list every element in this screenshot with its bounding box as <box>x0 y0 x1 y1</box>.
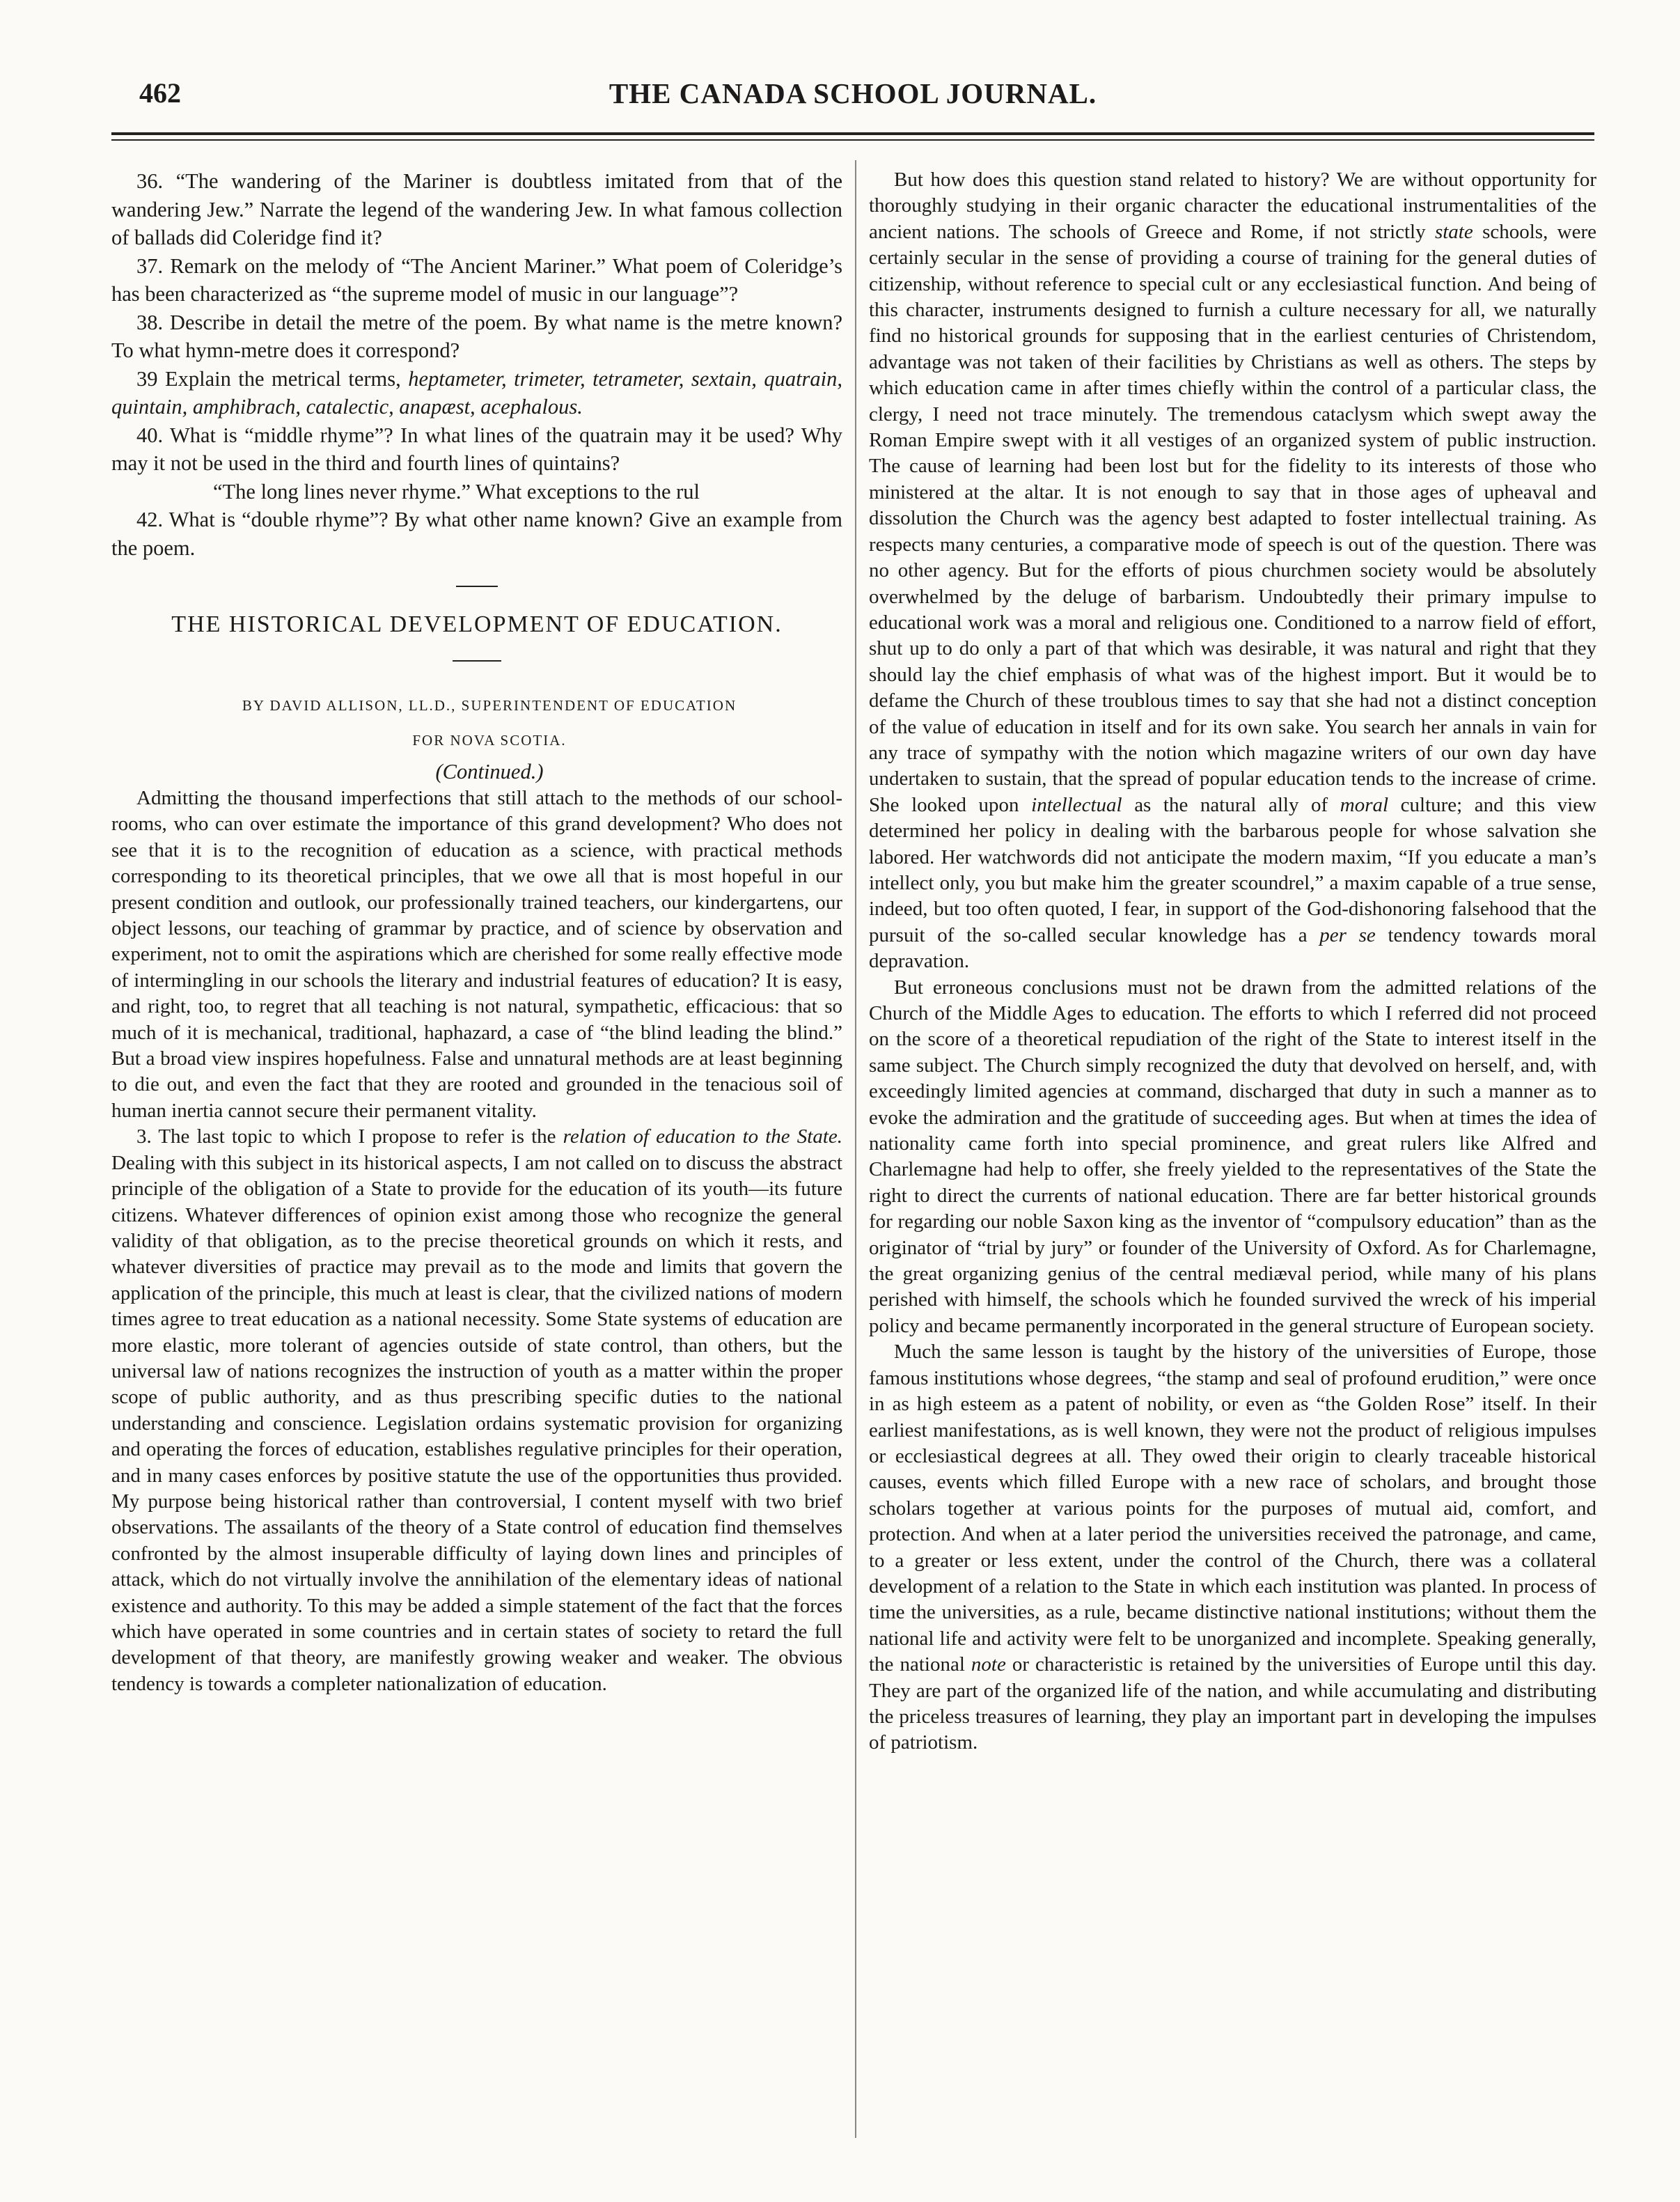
header-rule <box>111 132 1594 135</box>
continued-label: (Continued.) <box>435 759 544 783</box>
question-38: 38. Describe in detail the metre of the poem. By what name is the metre known? To what hymn-metre does it correspond? <box>111 310 843 362</box>
question-40: 40. What is “middle rhyme”? In what lines of the quatrain may it be used? Why may it not be used in the third and fourth lines of quintains? <box>111 423 842 475</box>
question-42: 42. What is “double rhyme”? By what other name known? Give an example from the poem. <box>111 508 842 560</box>
right-column <box>869 167 1596 1756</box>
title-rule <box>453 660 501 662</box>
byline-location: FOR NOVA SCOTIA. <box>412 731 567 749</box>
page-header <box>111 77 1594 118</box>
paragraph: But how does this question stand related to history? We are without opportunity for thoroughly studying in their organic character the educational instrumentalities of the ancient nations. The schools of Greece and Rome, if not strictly state schools, were certainly secular in the sense of providing a course of training for the general duties of citizenship, without reference to special cult or any ecclesiastical function. And being of this character, instruments designed to furnish a culture necessary for all, we naturally find no historical grounds for supposing that in the earliest centuries of Christendom, advantage was not taken of their facilities by Christians as well as others. The steps by which education came in after times chiefly within the control of a particular class, the clergy, I need not trace minutely. The tremendous cataclysm which swept away the Roman Empire swept with it all vestiges of an organized system of public instruction. The cause of learning had been lost but for the fidelity to its interests of those who ministered at the altar. It is not enough to say that in those ages of upheaval and dissolution the Church was the agency best adapted to foster intellectual training. As respects many centuries, a comparative mode of speech is out of the question. There was no other agency. But for the efforts of pious churchmen society would be absolutely overwhelmed by the deluge of barbarism. Undoubtedly their primary impulse to educational work was a moral and religious one. Conditioned to a narrow field of effort, shut up to do only a part of that which was desirable, it was natural and right that they should lay the chief emphasis of what was of the highest import. But it would be to defame the Church of these troublous times to say that she had not a distinct conception of the value of education in itself and for its own sake. You search her annals in vain for any trace of sympathy with the notion which magazine writers of our own day have undertaken to sustain, that the spread of popular education tends to the increase of crime. She looked upon intellectual as the natural ally of moral culture; and this view determined her policy in dealing with the barbarous people for whose salvation she labored. Her watchwords did not anticipate the modern maxim, “If you educate a man’s intellect only, you but make him the greater scoundrel,” a maxim capable of a true sense, indeed, but too often quoted, I fear, in support of the God-dishonoring falsehood that the pursuit of the so-called secular knowledge has a per se tendency towards moral depravation. <box>869 169 1597 973</box>
section-divider <box>456 586 498 587</box>
paragraph: Much the same lesson is taught by the history of the universities of Europe, those famous institutions whose degrees, “the stamp and seal of profound erudition,” were once in as high esteem as a patent of nobility, or even as “the Golden Rose” itself. In their earliest manifestations, as is well known, they were not the product of religious impulses or ecclesiastical degrees at all. They owed their origin to clearly traceable historical causes, events which filled Europe with a new race of scholars, and brought those scholars together at various points for the purposes of mutual aid, comfort, and protection. And when at a later period the universities received the patronage, and came, to a greater or less extent, under the control of the Church, there was a collateral development of a relation to the State in which each institution was planted. In process of time the universities, as a rule, became distinctive national institutions; without them the national life and activity were felt to be unorganized and incomplete. Speaking generally, the national note or characteristic is retained by the universities of Europe until this day. They are part of the organized life of the nation, and while accumulating and distributing the priceless treasures of learning, they play an important part in developing the impulses of patriotism. <box>869 1341 1596 1754</box>
page-number: 462 <box>139 77 181 109</box>
article-title: THE HISTORICAL DEVELOPMENT OF EDUCATION. <box>171 611 783 637</box>
paragraph: Admitting the thousand imperfections that still attach to the methods of our school-rooms, who can over estimate the importance of this grand development? Who does not see that it is to the recognition of education as a science, with practical methods corresponding to its theoretical principles, that we owe all that is most hopeful in our present condition and outlook, our professionally trained teachers, our kindergartens, our object lessons, our teaching of grammar by practice, and of science by observation and experiment, not to omit the aspirations which are cherished for some really effective mode of intermingling in our schools the literary and industrial features of education? It is easy, and right, too, to regret that all teaching is not natural, sympathetic, efficacious: that so much of it is mechanical, traditional, haphazard, a case of “the blind leading the blind.” But a broad view inspires hopefulness. False and unnatural methods are at least beginning to die out, and even the fact that they are rooted and grounded in the tenacious soil of human inertia cannot secure their permanent vitality. <box>111 787 842 1122</box>
left-column <box>111 167 842 1697</box>
question-37: 37. Remark on the melody of “The Ancient Mariner.” What poem of Coleridge’s has been characterized as “the supreme model of music in our language”? <box>111 253 843 306</box>
question-36: 36. “The wandering of the Mariner is doubtless imitated from that of the wandering Jew.” Narrate the legend of the wandering Jew. In what famous collection of ballads did Coleridge find it? <box>111 169 843 249</box>
header-rule-thin <box>111 139 1594 141</box>
question-39: 39 Explain the metrical terms, heptameter, trimeter, tetrameter, sextain, quatrain, quintain, amphibrach, catalectic, anapæst, acephalous. <box>111 366 843 419</box>
paragraph: But erroneous conclusions must not be drawn from the admitted relations of the Church of the Middle Ages to education. The efforts to which I referred did not proceed on the score of a theoretical repudiation of the right of the State to interest itself in the same subject. The Church simply recognized the duty that devolved on herself, and, with exceedingly limited agencies at command, discharged that duty in such a manner as to evoke the admiration and the gratitude of succeeding ages. But when at times the idea of nationality came forth into special prominence, and great rulers like Alfred and Charlemagne had help to offer, she freely yielded to the representatives of the State the right to direct the currents of national education. There are far better historical grounds for regarding our noble Saxon king as the inventor of “compulsory education” than as the originator of “trial by jury” or founder of the University of Oxford. As for Charlemagne, the great organizing genius of the central mediæval period, while many of his plans perished with himself, the schools which he founded survived the wreck of his imperial policy and became permanently incorporated in the general structure of European society. <box>869 976 1596 1337</box>
question-quote: “The long lines never rhyme.” What exceptions to the rul <box>213 479 700 503</box>
journal-title: THE CANADA SCHOOL JOURNAL. <box>609 77 1097 109</box>
paragraph: 3. The last topic to which I propose to refer is the relation of education to the State. Dealing with this subject in its historical aspects, I am not called on to discuss the abstract principle of the obligation of a State to provide for the education of its youth—its future citizens. Whatever differences of opinion exist among those who recognize the general validity of that obligation, as to the precise theoretical grounds on which it rests, and whatever diversities of practice may prevail as to the mode and limits that govern the application of the principle, this much at least is clear, that the civilized nations of modern times agree to treat education as a national necessity. Some State systems of education are more elastic, more tolerant of agencies outside of state control, than others, but the universal law of nations recognizes the instruction of youth as a matter within the proper scope of public authority, and as thus prescribing specific duties to the national understanding and conscience. Legislation ordains systematic provision for organizing and operating the forces of education, establishes regulative principles for their operation, and in many cases enforces by positive statute the use of the opportunities thus provided. My purpose being historical rather than controversial, I content myself with two brief observations. The assailants of the theory of a State control of education find themselves confronted by the almost insuperable difficulty of laying down lines and principles of attack, which do not virtually involve the annihilation of the elementary ideas of national existence and authority. To this may be added a simple statement of the fact that the forces which have operated in some countries and in certain states of society to retard the full development of that theory, are manifestly growing weaker and weaker. The obvious tendency is towards a completer nationalization of education. <box>111 1125 842 1695</box>
column-divider <box>855 160 856 2138</box>
byline: BY DAVID ALLISON, LL.D., SUPERINTENDENT OF EDUCATION <box>242 696 737 714</box>
